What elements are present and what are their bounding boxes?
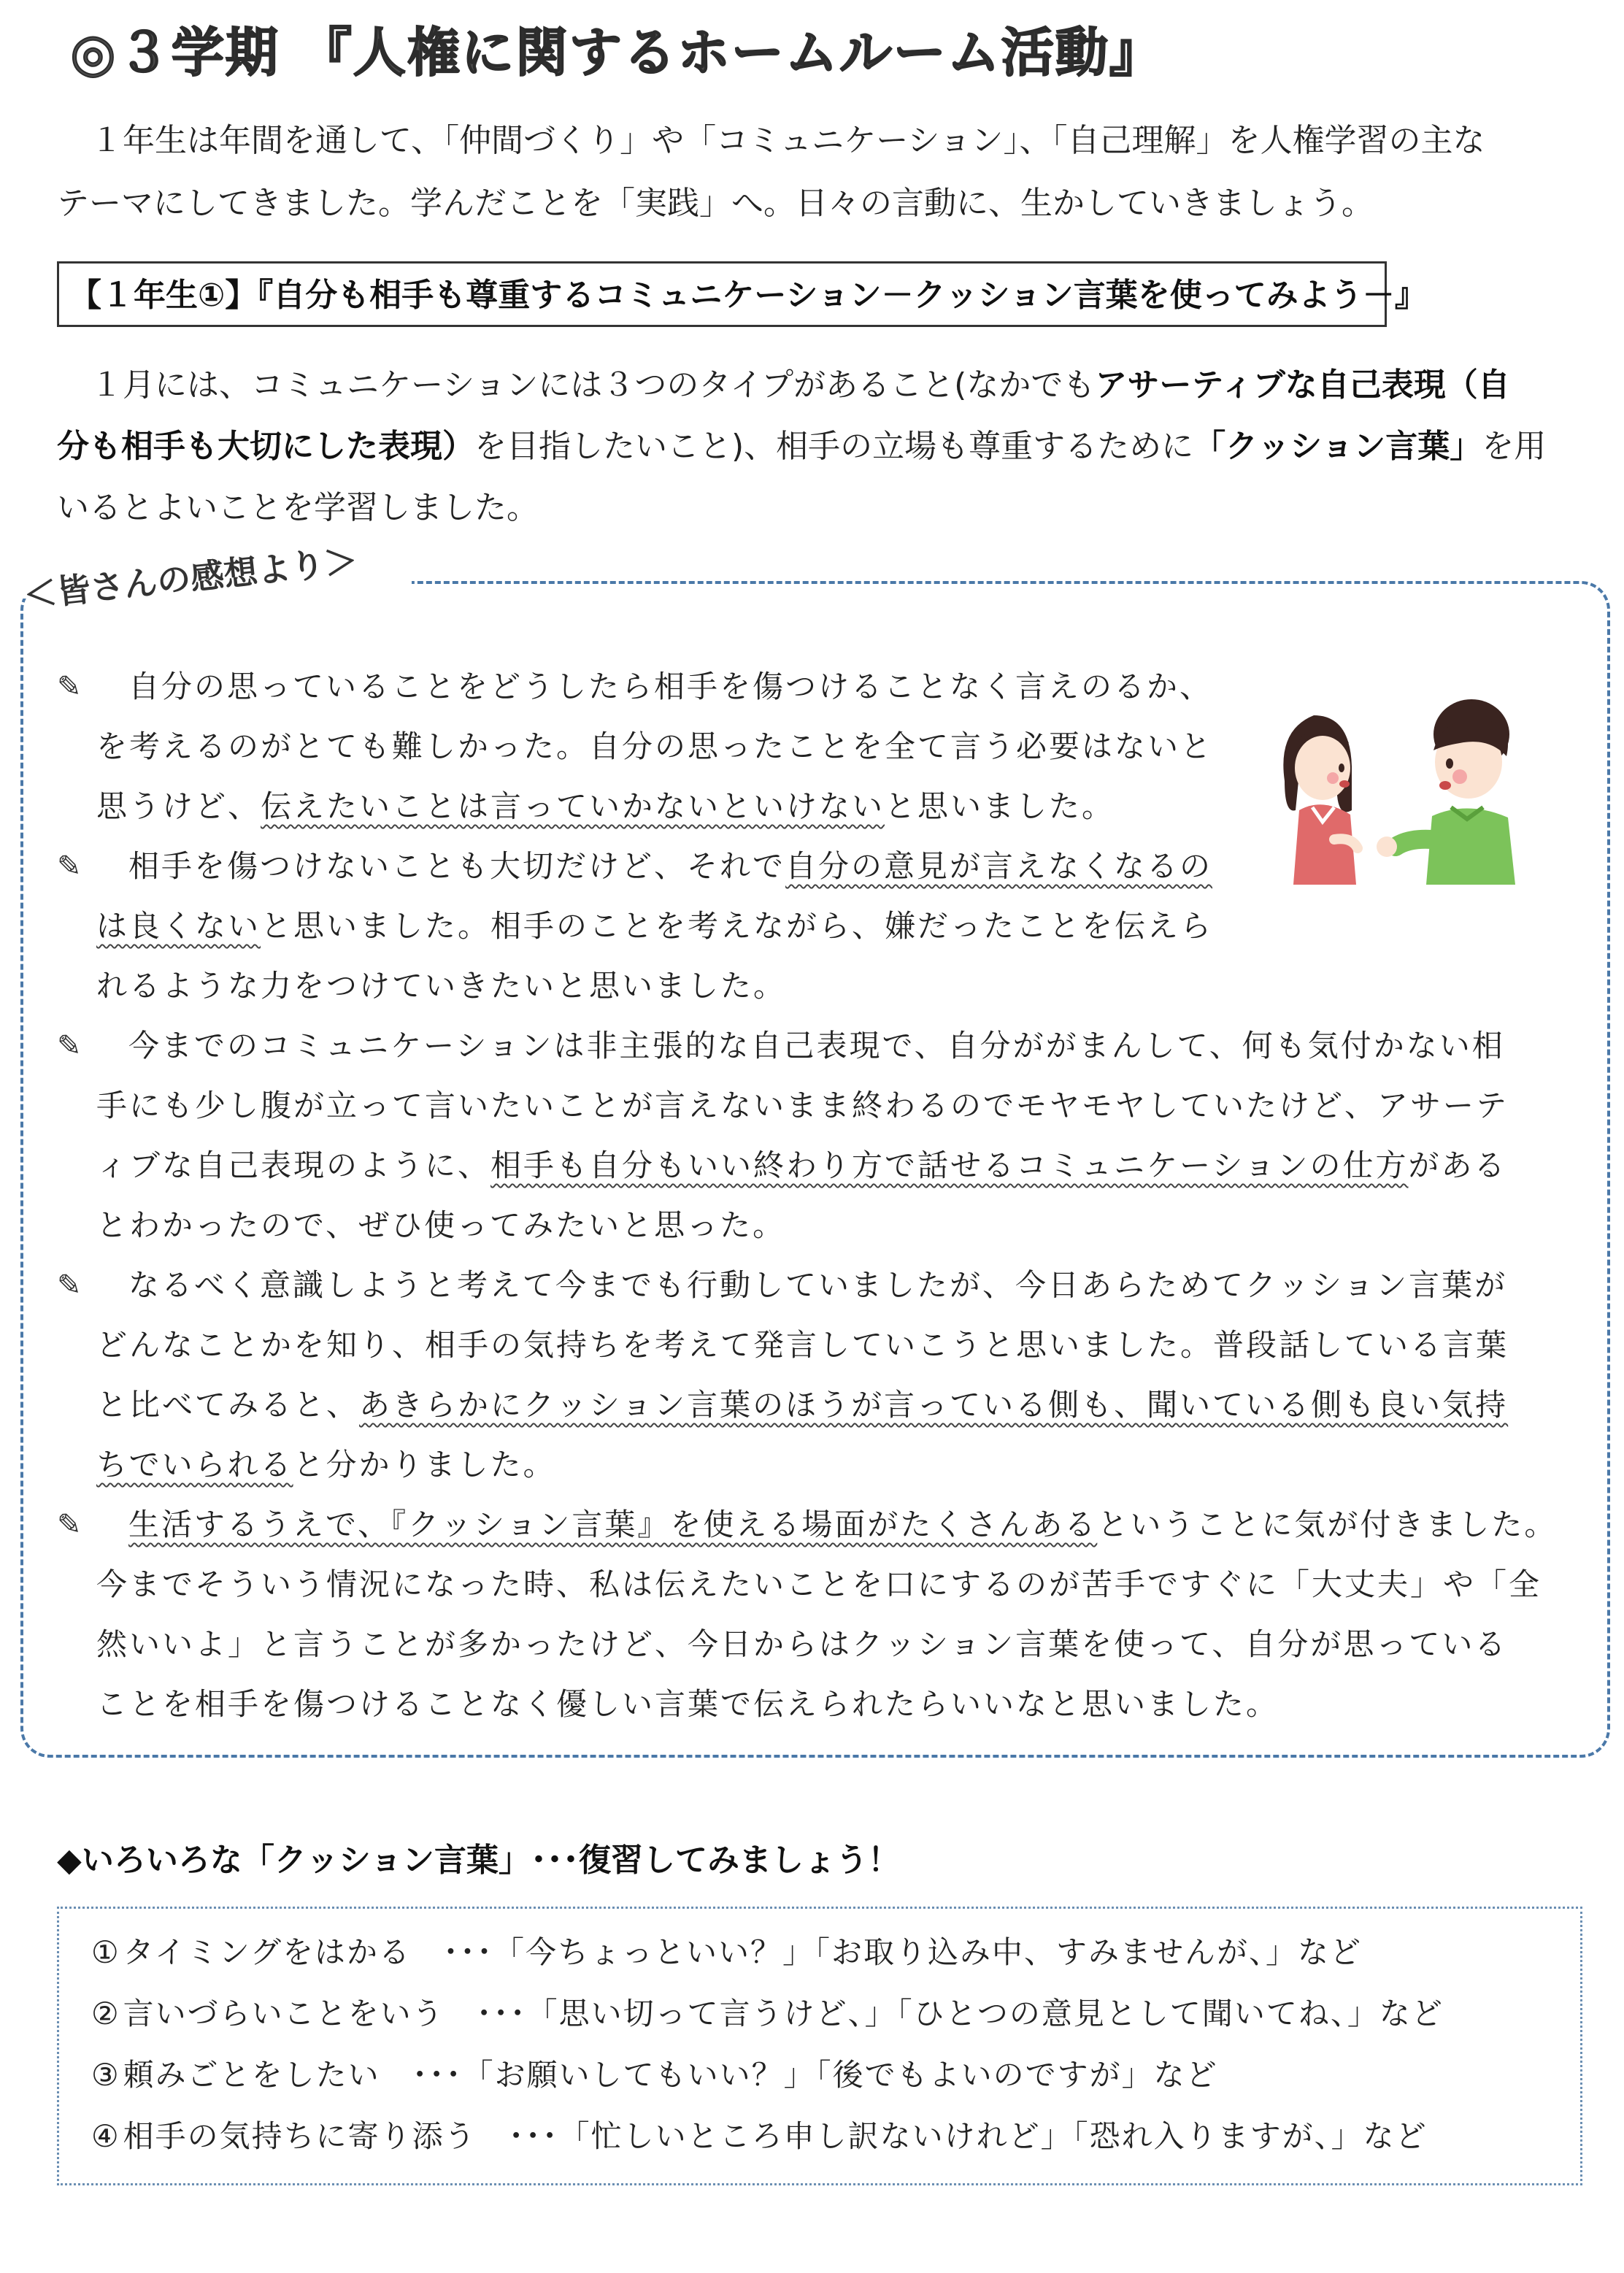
intro-line: １年生は年間を通して、「仲間づくり」や「コミュニケーション」、「自己理解」を人権学習の主な bbox=[91, 122, 1485, 159]
lesson-emphasis: 分も相手も大切にした表現） bbox=[57, 428, 474, 465]
list-item: ②言いづらいことをいう ･･･「思い切って言うけど、」「ひとつの意見として聞いてね、」など bbox=[91, 1996, 1444, 2031]
intro-line: テーマにしてきました。学んだことを「実践」へ。日々の言動に、生かしていきましょう。 bbox=[57, 185, 1374, 222]
lesson-text: １月には、コミュニケーションには３つのタイプがあること(なかでも bbox=[91, 366, 1096, 404]
underlined-phrase: 相手も自分もいい終わり方で話せるコミュニケーションの仕方 bbox=[490, 1147, 1409, 1183]
review-box bbox=[57, 1907, 1582, 2185]
feedback-item: ✎ 生活するうえで、『クッション言葉』を使える場面がたくさんあるということに気が付きました。 今までそういう情況になった時、私は伝えたいことを口にするのが苦手ですぐに「大丈夫」や「全 然いいよ」と言うことが多かったけど、今日からはクッション言葉を使って、自分が思っている ことを相手を傷つけることなく優しい言葉で伝えられたらいいなと思いました。 bbox=[51, 1495, 1555, 1734]
two-students-talking-illustration bbox=[1270, 686, 1533, 891]
intro-paragraph bbox=[57, 109, 1575, 235]
pencil-icon: ✎ bbox=[57, 850, 82, 883]
feedback-item: ✎ 自分の思っていることをどうしたら相手を傷つけることなく言えのるか、 を考えるのがとても難しかった。自分の思ったことを全て言う必要はないと 思うけど、伝えたいことは言っていかないといけないと思いました。 bbox=[51, 657, 1555, 836]
lesson-line bbox=[57, 416, 1575, 477]
lesson-summary bbox=[57, 355, 1575, 539]
feedback-heading: ＜皆さんの感想より＞ bbox=[21, 541, 360, 615]
list-item: ④相手の気持ちに寄り添う ･･･「忙しいところ申し訳ないけれど」「恐れ入りますが、」など bbox=[91, 2118, 1428, 2154]
underlined-phrase: は良くない bbox=[96, 908, 261, 944]
girl-figure bbox=[1283, 715, 1358, 885]
lesson-emphasis: アサーティブな自己表現（自 bbox=[1095, 366, 1510, 404]
underlined-phrase: あきらかにクッション言葉のほうが言っている側も、聞いている側も良い気持 bbox=[359, 1387, 1509, 1423]
feedback-item: ✎ 相手を傷つけないことも大切だけど、それで自分の意見が言えなくなるの は良くないと思いました。相手のことを考えながら、嫌だったことを伝えら れるような力をつけていきたいと思いました。 bbox=[51, 836, 1555, 1016]
pencil-icon: ✎ bbox=[57, 670, 82, 704]
list-item: ③頼みごとをしたい ･･･「お願いしてもいい？」「後でもよいのですが」など bbox=[91, 2057, 1218, 2093]
review-heading: ◆いろいろな「クッション言葉」･･･復習してみましょう！ bbox=[57, 1842, 900, 1879]
feedback-item: ✎ なるべく意識しようと考えて今までも行動していましたが、今日あらためてクッション言葉が どんなことかを知り、相手の気持ちを考えて発言していこうと思いました。普段話している言葉 と比べてみると、あきらかにクッション言葉のほうが言っている側も、聞いている側も良い気持 ちでいられると分かりました。 bbox=[51, 1255, 1555, 1495]
underlined-phrase: 伝えたいことは言っていかないといけない bbox=[261, 788, 885, 824]
underlined-phrase: 生活するうえで、『クッション言葉』を使える場面がたくさんある bbox=[128, 1507, 1098, 1542]
lesson-emphasis: 「クッション言葉」 bbox=[1193, 428, 1482, 465]
underlined-phrase: 自分の意見が言えなくなるの bbox=[785, 848, 1213, 884]
boy-figure bbox=[1377, 699, 1515, 885]
list-item: ①タイミングをはかる ･･･「今ちょっといい？」「お取り込み中、すみませんが、」など bbox=[91, 1934, 1362, 1970]
lesson-text: を目指したいこと)、相手の立場も尊重するために bbox=[474, 428, 1194, 465]
pencil-icon: ✎ bbox=[57, 1269, 82, 1302]
lesson-line: いるとよいことを学習しました。 bbox=[57, 489, 539, 526]
lesson-text: を用 bbox=[1482, 428, 1547, 465]
lesson-line bbox=[57, 355, 1575, 416]
underlined-phrase: ちでいられる bbox=[96, 1447, 293, 1482]
page-title: ◎３学期 『人権に関するホームルーム活動』 bbox=[70, 22, 1163, 83]
section-label: 【１年生①】『自分も相手も尊重するコミュニケーション－クッション言葉を使ってみよう－』 bbox=[57, 261, 1387, 327]
feedback-item: ✎ 今までのコミュニケーションは非主張的な自己表現で、自分ががまんして、何も気付かない相 手にも少し腹が立って言いたいことが言えないまま終わるのでモヤモヤしていたけど、アサーテ ィブな自己表現のように、相手も自分もいい終わり方で話せるコミュニケーションの仕方がある とわかったので、ぜひ使ってみたいと思った。 bbox=[51, 1016, 1555, 1255]
pencil-icon: ✎ bbox=[57, 1508, 82, 1542]
cushion-word-list bbox=[91, 1922, 1548, 2167]
pencil-icon: ✎ bbox=[57, 1029, 82, 1063]
